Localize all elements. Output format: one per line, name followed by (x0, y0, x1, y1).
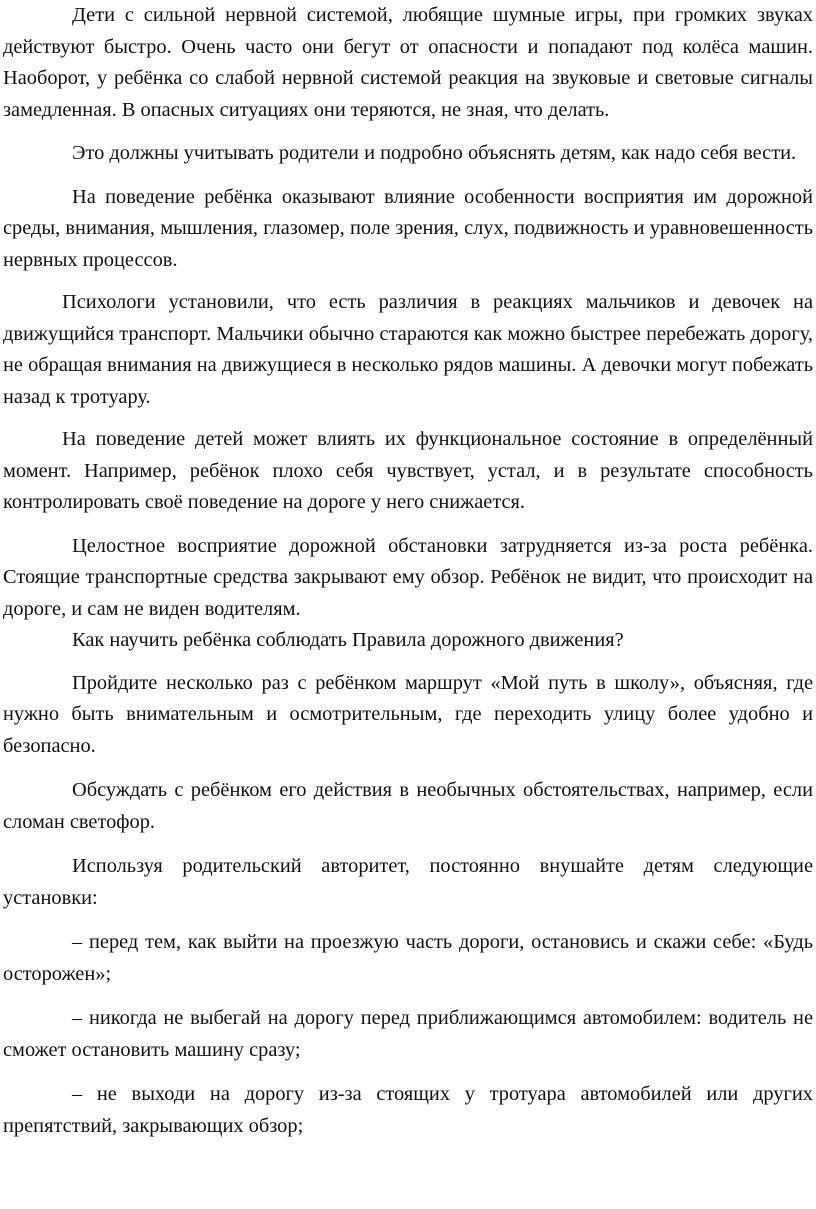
section-heading: Как научить ребёнка соблюдать Правила дорожного движения? (72, 629, 624, 651)
rule-stop-before-road: – перед тем, как выйти на проезжую часть дороги, остановись и скажи себе: «Будь осторожен»; (3, 931, 813, 985)
paragraph-parents-explain: Это должны учитывать родители и подробно объяснять детям, как надо себя вести. (72, 142, 797, 164)
paragraph-perception-factors: На поведение ребёнка оказывают влияние особенности восприятия им дорожной среды, внимания, мышления, глазомер, поле зрения, слух, подвижность и уравновешенность нервных процессов. (3, 185, 813, 271)
rule-not-from-behind-cars: – не выходи на дорогу из-за стоящих у тротуара автомобилей или других препятствий, закрывающих обзор; (3, 1083, 813, 1137)
paragraph-nervous-system: Дети с сильной нервной системой, любящие шумные игры, при громких звуках действуют быстро. Очень часто они бегут от опасности и попадают под колёса машин. Наоборот, у ребёнка со слабой нервной системой реакция на звуковые и световые сигналы замедленная. В опасных ситуациях они теряются, не зная, что делать. (3, 4, 813, 121)
advice-unusual-circumstances: Обсуждать с ребёнком его действия в необычных обстоятельствах, например, если сломан светофор. (3, 779, 813, 833)
paragraph-boys-girls: Психологи установили, что есть различия в реакциях мальчиков и девочек на движущийся транспорт. Мальчики обычно стараются как можно быстрее перебежать дорогу, не обращая внимания на движущиеся в несколько рядов машины. А девочки могут побежать назад к тротуару. (3, 291, 813, 408)
paragraph-child-height: Целостное восприятие дорожной обстановки затрудняется из-за роста ребёнка. Стоящие транспортные средства закрывают ему обзор. Ребёнок не видит, что происходит на дороге, и сам не виден водителям. (3, 534, 813, 620)
rule-never-run-before-car: – никогда не выбегай на дорогу перед приближающимся автомобилем: водитель не сможет остановить машину сразу; (3, 1007, 813, 1061)
advice-parental-authority: Используя родительский авторитет, постоянно внушайте детям следующие установки: (3, 855, 813, 909)
paragraph-functional-state: На поведение детей может влиять их функциональное состояние в определённый момент. Например, ребёнок плохо себя чувствует, устал, и в результате способность контролировать своё поведение на дороге у него снижается. (3, 428, 813, 513)
advice-route-to-school: Пройдите несколько раз с ребёнком маршрут «Мой путь в школу», объясняя, где нужно быть внимательным и осмотрительным, где переходить улицу более удобно и безопасно. (3, 671, 813, 757)
